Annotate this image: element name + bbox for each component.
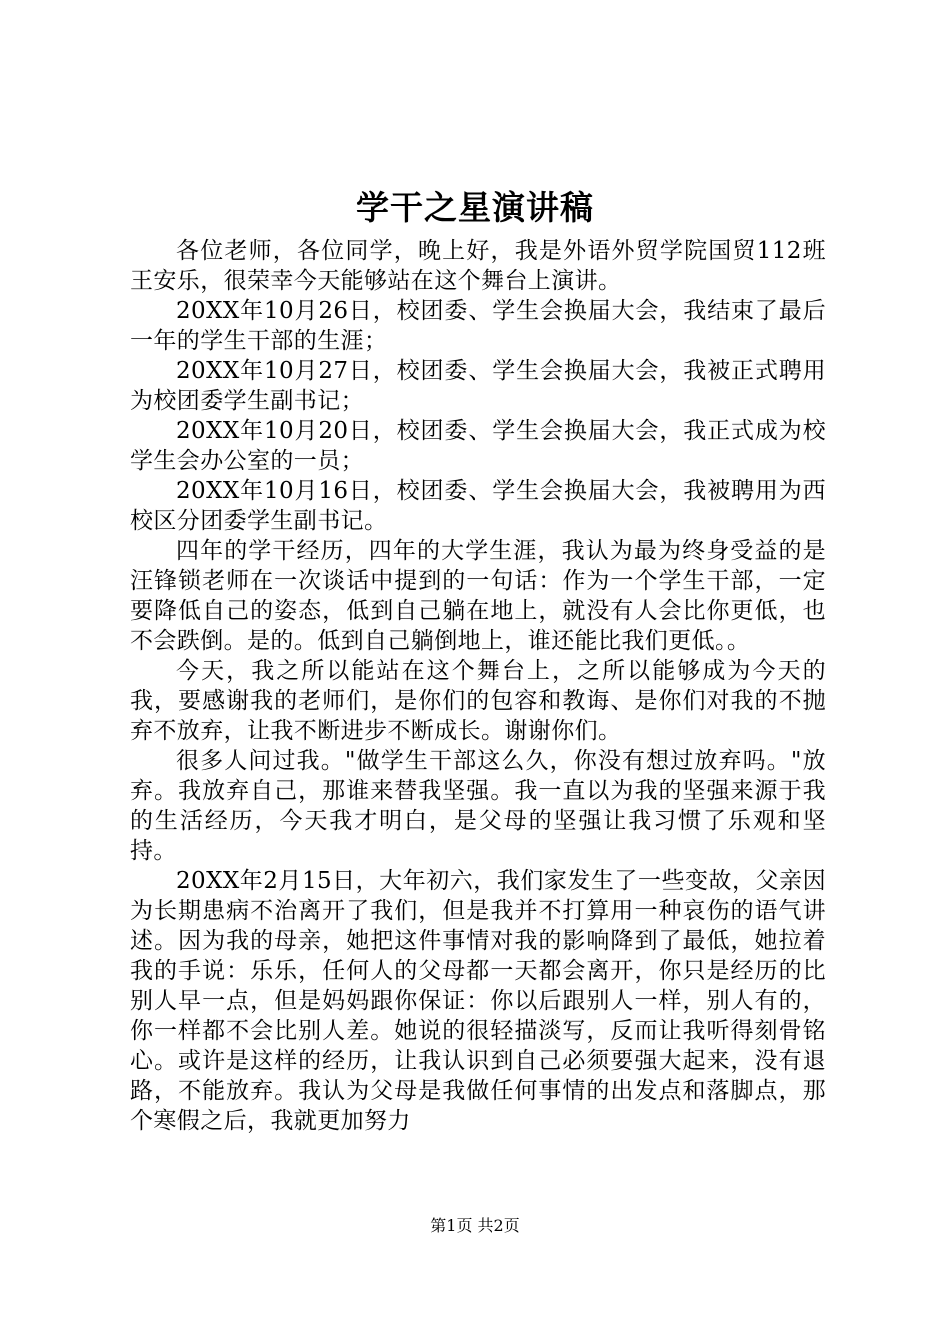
paragraph-experience: 四年的学干经历，四年的大学生涯，我认为最为终身受益的是汪锋锁老师在一次谈话中提到的一句话：作为一个学生干部，一定要降低自己的姿态，低到自己躺在地上，就没有人会比你更低，也不会跌倒。是的。低到自己躺倒地上，谁还能比我们更低。。 bbox=[130, 538, 826, 654]
document-title: 学干之星演讲稿 bbox=[356, 188, 594, 227]
paragraph-greeting: 各位老师，各位同学，晚上好，我是外语外贸学院国贸112班王安乐，很荣幸今天能够站在这个舞台上演讲。 bbox=[130, 238, 826, 294]
paragraph-date-1020: 20XX年10月20日，校团委、学生会换届大会，我正式成为校学生会办公室的一员； bbox=[130, 418, 826, 474]
paragraph-family: 20XX年2月15日，大年初六，我们家发生了一些变故，父亲因为长期患病不治离开了我们，但是我并不打算用一种哀伤的语气讲述。因为我的母亲，她把这件事情对我的影响降到了最低，她拉着我的手说：乐乐，任何人的父母都一天都会离开，你只是经历的比别人早一点，但是妈妈跟你保证：你以后跟别人一样，别人有的，你一样都不会比别人差。她说的很轻描淡写，反而让我听得刻骨铭心。或许是这样的经历，让我认识到自己必须要强大起来，没有退路，不能放弃。我认为父母是我做任何事情的出发点和落脚点，那个寒假之后，我就更加努力 bbox=[130, 868, 826, 1134]
document-body bbox=[130, 236, 826, 1136]
paragraph-date-1026: 20XX年10月26日，校团委、学生会换届大会，我结束了最后一年的学生干部的生涯； bbox=[130, 298, 826, 354]
paragraph-date-1027: 20XX年10月27日，校团委、学生会换届大会，我被正式聘用为校团委学生副书记； bbox=[130, 358, 826, 414]
paragraph-gratitude: 今天，我之所以能站在这个舞台上，之所以能够成为今天的我，要感谢我的老师们，是你们的包容和教诲、是你们对我的不抛弃不放弃，让我不断进步不断成长。谢谢你们。 bbox=[130, 658, 826, 744]
paragraph-persistence: 很多人问过我。"做学生干部这么久，你没有想过放弃吗。"放弃。我放弃自己，那谁来替我坚强。我一直以为我的坚强来源于我的生活经历，今天我才明白，是父母的坚强让我习惯了乐观和坚持。 bbox=[130, 748, 826, 864]
paragraph-date-1016: 20XX年10月16日，校团委、学生会换届大会，我被聘用为西校区分团委学生副书记。 bbox=[130, 478, 826, 534]
page-number-footer: 第1页 共2页 bbox=[430, 1216, 520, 1235]
